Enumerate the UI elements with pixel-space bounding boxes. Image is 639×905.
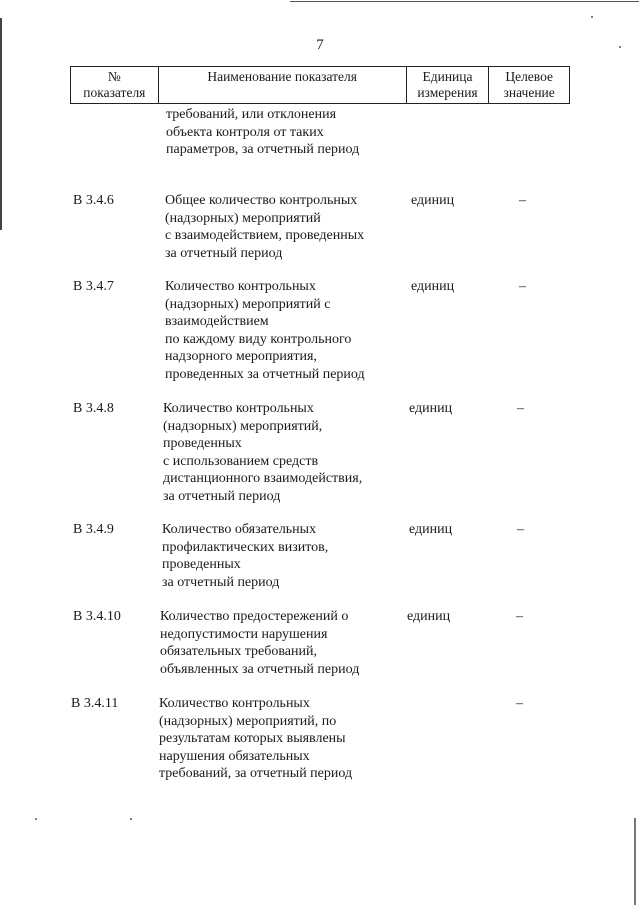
indicator-name-line: с использованием средств bbox=[163, 453, 319, 469]
scan-edge-mark-left bbox=[0, 18, 2, 230]
indicator-code: В 3.4.9 bbox=[73, 522, 114, 537]
indicator-name-line: проведенных за отчетный период bbox=[165, 366, 365, 382]
indicator-code: В 3.4.8 bbox=[73, 401, 114, 416]
indicator-name bbox=[165, 192, 364, 262]
header-name-label: Наименование показателя bbox=[207, 69, 357, 84]
indicator-name-line: (надзорных) мероприятий bbox=[165, 210, 321, 226]
header-unit-column bbox=[407, 67, 490, 103]
indicator-name-line: за отчетный период bbox=[162, 574, 280, 590]
indicator-name-line: надзорного мероприятия, bbox=[165, 349, 317, 364]
indicator-name-line: с взаимодействием, проведенных bbox=[165, 228, 365, 243]
indicator-name-line: дистанционного взаимодействия, bbox=[163, 471, 363, 486]
indicator-name-line: за отчетный период bbox=[163, 488, 281, 504]
indicator-code: В 3.4.11 bbox=[71, 696, 119, 711]
indicator-name-line: требований, за отчетный период bbox=[159, 766, 353, 781]
header-unit-line-2: измерения bbox=[417, 85, 478, 100]
indicator-name-line: по каждому виду контрольного bbox=[165, 331, 352, 347]
indicator-name-line: нарушения обязательных bbox=[159, 748, 310, 764]
indicator-name bbox=[160, 608, 359, 678]
indicator-unit: единиц bbox=[407, 609, 451, 624]
page-number: 7 bbox=[316, 37, 324, 53]
indicator-name-line: Количество обязательных bbox=[162, 522, 317, 537]
indicator-target: – bbox=[516, 609, 523, 624]
indicator-target: – bbox=[517, 522, 524, 537]
indicator-name-line: проведенных bbox=[162, 557, 241, 572]
indicator-name-line: результатам которых выявлены bbox=[159, 731, 346, 746]
indicator-name-line: Общее количество контрольных bbox=[165, 193, 358, 208]
continuation-line: параметров, за отчетный период bbox=[166, 142, 360, 157]
indicator-code: В 3.4.7 bbox=[73, 279, 114, 294]
indicator-code: В 3.4.6 bbox=[73, 193, 114, 208]
header-number-line-1: № bbox=[107, 69, 121, 84]
indicator-name-line: Количество контрольных bbox=[159, 696, 310, 711]
indicator-name-line: профилактических визитов, bbox=[162, 539, 329, 555]
indicator-code: В 3.4.10 bbox=[73, 609, 121, 624]
table-header bbox=[70, 66, 570, 104]
indicator-unit: единиц bbox=[409, 522, 453, 537]
indicator-name-line: объявленных за отчетный период bbox=[160, 661, 360, 677]
indicator-name bbox=[159, 695, 352, 783]
indicator-target: – bbox=[519, 193, 526, 208]
indicator-name-line: Количество контрольных bbox=[163, 401, 314, 416]
indicator-target: – bbox=[516, 696, 523, 711]
indicator-name-line: Количество контрольных bbox=[165, 279, 316, 294]
indicator-name-line: недопустимости нарушения bbox=[160, 626, 328, 642]
indicator-name bbox=[162, 521, 328, 591]
scan-edge-line bbox=[290, 1, 639, 2]
scan-speck bbox=[591, 16, 593, 18]
indicator-name bbox=[163, 400, 362, 505]
scan-speck bbox=[619, 46, 621, 48]
indicator-name-line: (надзорных) мероприятий, bbox=[163, 418, 323, 434]
indicator-name-line: взаимодействием bbox=[165, 314, 269, 329]
header-number-column bbox=[71, 67, 159, 103]
header-target-line-1: Целевое bbox=[505, 69, 553, 84]
indicator-name-line: за отчетный период bbox=[165, 245, 283, 261]
indicator-unit: единиц bbox=[409, 401, 453, 416]
header-number-line-2: показателя bbox=[83, 85, 146, 100]
indicator-name bbox=[165, 278, 365, 383]
continuation-line: требований, или отклонения bbox=[166, 107, 337, 122]
scan-edge-mark-right bbox=[634, 818, 636, 905]
scan-speck bbox=[130, 818, 132, 820]
continuation-line: объекта контроля от таких bbox=[166, 124, 324, 140]
header-name-column bbox=[159, 67, 407, 103]
indicator-name-line: Количество предостережений о bbox=[160, 609, 349, 624]
indicator-target: – bbox=[519, 279, 526, 294]
indicator-name-line: (надзорных) мероприятий, по bbox=[159, 713, 337, 729]
indicator-unit: единиц bbox=[411, 193, 455, 208]
header-target-line-2: значение bbox=[503, 85, 555, 100]
scan-speck bbox=[35, 818, 37, 820]
indicator-name-line: (надзорных) мероприятий с bbox=[165, 296, 331, 312]
indicator-target: – bbox=[517, 401, 524, 416]
indicator-name-line: обязательных требований, bbox=[160, 644, 317, 659]
indicator-name-line: проведенных bbox=[163, 436, 242, 451]
header-target-column bbox=[489, 67, 569, 103]
indicator-unit: единиц bbox=[411, 279, 455, 294]
header-unit-line-1: Единица bbox=[422, 69, 473, 84]
continuation-text bbox=[166, 106, 359, 159]
